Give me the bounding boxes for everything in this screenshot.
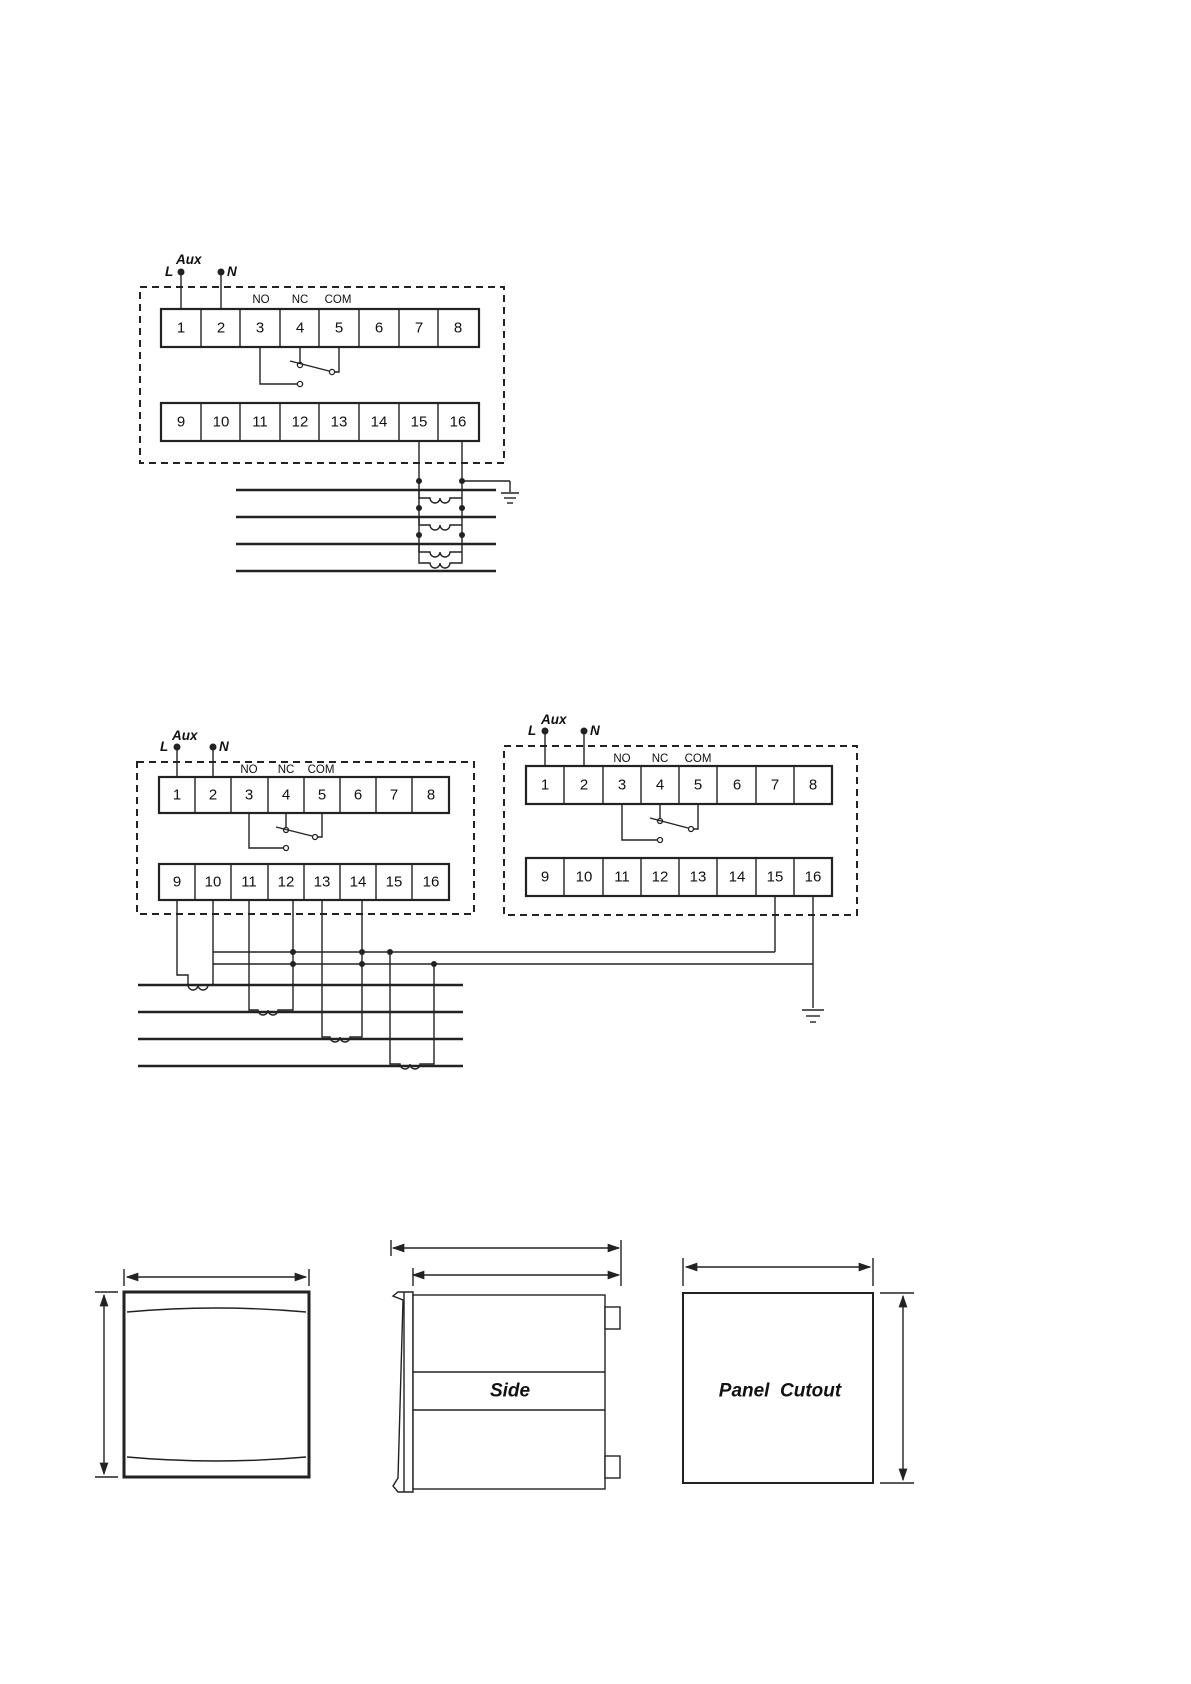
left-terminal-1: 1 — [172, 786, 182, 804]
relay-contact-symbol — [260, 347, 339, 387]
terminal-1: 1 — [176, 319, 186, 337]
right-terminal-5: 5 — [693, 776, 703, 794]
left-terminal-2: 2 — [208, 786, 218, 804]
right-terminal-14: 14 — [728, 868, 746, 886]
right-terminal-4: 4 — [655, 776, 665, 794]
right-terminal-15: 15 — [766, 868, 784, 886]
right-terminal-7: 7 — [770, 776, 780, 794]
conductor-lines — [236, 490, 496, 571]
right-terminal-12: 12 — [651, 868, 669, 886]
left-relay-com-label: COM — [307, 764, 335, 776]
terminal-11: 11 — [252, 413, 268, 431]
right-relay-nc-label: NC — [651, 753, 669, 765]
left-terminal-11: 11 — [241, 873, 257, 891]
right-terminal-13: 13 — [689, 868, 707, 886]
right-terminal-10: 10 — [575, 868, 593, 886]
left-aux-label: Aux — [172, 728, 198, 743]
right-aux-label: Aux — [541, 712, 567, 727]
panel-cutout-label: Panel Cutout — [718, 1380, 842, 1402]
terminal-13: 13 — [330, 413, 348, 431]
terminal-7: 7 — [414, 319, 424, 337]
terminal-3: 3 — [255, 319, 265, 337]
diagram-2-ct-wiring — [177, 896, 824, 1069]
right-terminal-2: 2 — [579, 776, 589, 794]
right-terminal-6: 6 — [732, 776, 742, 794]
right-terminal-16: 16 — [804, 868, 822, 886]
terminal-10: 10 — [212, 413, 230, 431]
relay-nc-label: NC — [291, 294, 309, 306]
ct-wiring — [416, 441, 519, 568]
diagram-1-single-unit — [140, 252, 519, 571]
front-view — [95, 1269, 309, 1477]
left-terminal-7: 7 — [389, 786, 399, 804]
left-relay-no-label: NO — [240, 764, 258, 776]
left-terminal-16: 16 — [422, 873, 440, 891]
relay-no-label: NO — [252, 294, 270, 306]
left-terminal-14: 14 — [349, 873, 367, 891]
right-terminal-1: 1 — [540, 776, 550, 794]
terminal-block-top — [161, 309, 479, 347]
left-terminal-9: 9 — [172, 873, 182, 891]
right-terminal-8: 8 — [808, 776, 818, 794]
left-terminal-3: 3 — [244, 786, 254, 804]
right-terminal-3: 3 — [617, 776, 627, 794]
right-unit — [504, 712, 857, 915]
left-terminal-12: 12 — [277, 873, 295, 891]
side-view — [391, 1240, 621, 1492]
left-relay-nc-label: NC — [277, 764, 295, 776]
left-n-label: N — [219, 739, 229, 754]
terminal-15: 15 — [410, 413, 428, 431]
right-relay-contact-symbol — [622, 804, 698, 843]
right-n-label: N — [590, 723, 600, 738]
n-label: N — [227, 264, 237, 279]
relay-com-label: COM — [324, 294, 352, 306]
terminal-4: 4 — [295, 319, 305, 337]
terminal-5: 5 — [334, 319, 344, 337]
terminal-8: 8 — [453, 319, 463, 337]
terminal-6: 6 — [374, 319, 384, 337]
side-label: Side — [489, 1380, 531, 1402]
left-terminal-8: 8 — [426, 786, 436, 804]
terminal-12: 12 — [291, 413, 309, 431]
panel-cutout-view — [683, 1258, 914, 1483]
left-terminal-4: 4 — [281, 786, 291, 804]
l-label: L — [165, 264, 174, 279]
right-relay-no-label: NO — [613, 753, 631, 765]
left-unit — [137, 728, 474, 914]
aux-label: Aux — [176, 252, 202, 267]
left-l-label: L — [160, 739, 169, 754]
right-relay-com-label: COM — [684, 753, 712, 765]
left-terminal-15: 15 — [385, 873, 403, 891]
aux-l-terminal-dot — [178, 269, 185, 276]
left-terminal-5: 5 — [317, 786, 327, 804]
right-terminal-9: 9 — [540, 868, 550, 886]
diagram-2-two-units — [137, 712, 857, 1069]
left-relay-contact-symbol — [249, 813, 322, 851]
terminal-9: 9 — [176, 413, 186, 431]
terminal-14: 14 — [370, 413, 388, 431]
terminal-16: 16 — [449, 413, 467, 431]
left-terminal-13: 13 — [313, 873, 331, 891]
terminal-2: 2 — [216, 319, 226, 337]
left-terminal-6: 6 — [353, 786, 363, 804]
terminal-block-bottom — [161, 403, 479, 441]
left-terminal-10: 10 — [204, 873, 222, 891]
right-terminal-11: 11 — [614, 868, 630, 886]
right-l-label: L — [528, 723, 537, 738]
aux-n-terminal-dot — [218, 269, 225, 276]
diagram-2-conductor-lines — [138, 985, 463, 1066]
